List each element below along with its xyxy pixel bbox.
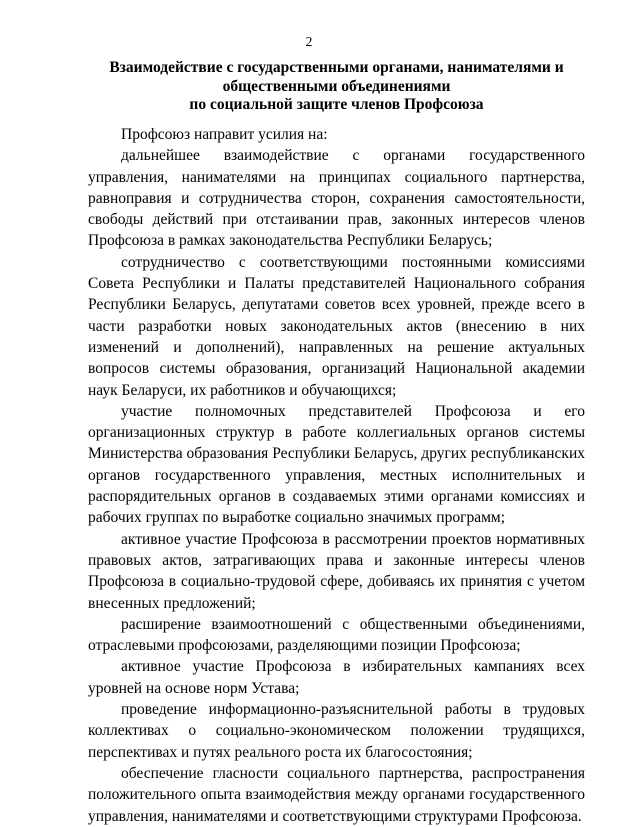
document-body: [88, 124, 585, 827]
paragraph: проведение информационно-разъяснительной работы в трудовых коллективах о социально-экономическом положении трудящихся, перспективах и путях реального роста их благосостояния;: [88, 701, 585, 761]
paragraph: участие полномочных представителей Профсоюза и его организационных структур в работе коллегиальных органов системы Министерства образования Республики Беларусь, других республиканских органов государственного управления, местных исполнительных и распорядительных органов в создаваемых этими органами комиссиях и рабочих группах по выработке социально значимых программ;: [88, 402, 585, 527]
title-line-2: общественными объединениями: [222, 77, 451, 95]
paragraph: обеспечение гласности социального партнерства, распространения положительного опыта взаимодействия между органами государственного управления, нанимателями и соответствующими структурами Профсоюза.: [88, 764, 585, 825]
paragraph: активное участие Профсоюза в рассмотрении проектов нормативных правовых актов, затрагивающих права и законные интересы членов Профсоюза в социально-трудовой сфере, добиваясь их принятия с учетом внесенных предложений;: [88, 530, 585, 612]
title-line-1: Взаимодействие с государственными органами, нанимателями и: [109, 59, 564, 76]
paragraph: дальнейшее взаимодействие с органами государственного управления, нанимателями на принципах социального партнерства, равноправия и сотрудничества сторон, сохранения самостоятельности, свободы действий при отстаивании прав, законных интересов членов Профсоюза в рамках законодательства Республики Беларусь;: [88, 147, 585, 250]
paragraph: активное участие Профсоюза в избирательных кампаниях всех уровней на основе норм Устава;: [88, 658, 585, 697]
section-title: [88, 59, 585, 115]
intro-line: Профсоюз направит усилия на:: [121, 126, 328, 143]
paragraph: расширение взаимоотношений с общественными объединениями, отраслевыми профсоюзами, разделяющими позиции Профсоюза;: [88, 615, 585, 655]
page-number: 2: [305, 34, 313, 49]
paragraph: сотрудничество с соответствующими постоянными комиссиями Совета Республики и Палаты представителей Национального собрания Республики Беларусь, депутатами советов всех уровней, прежде всего в части разработки новых законодательных актов (внесению в них изменений и дополнений), направленных на решение актуальных вопросов системы образования, организаций Национальной академии наук Беларуси, их работников и обучающихся;: [88, 253, 585, 399]
title-line-3: по социальной защите членов Профсоюза: [189, 96, 484, 113]
